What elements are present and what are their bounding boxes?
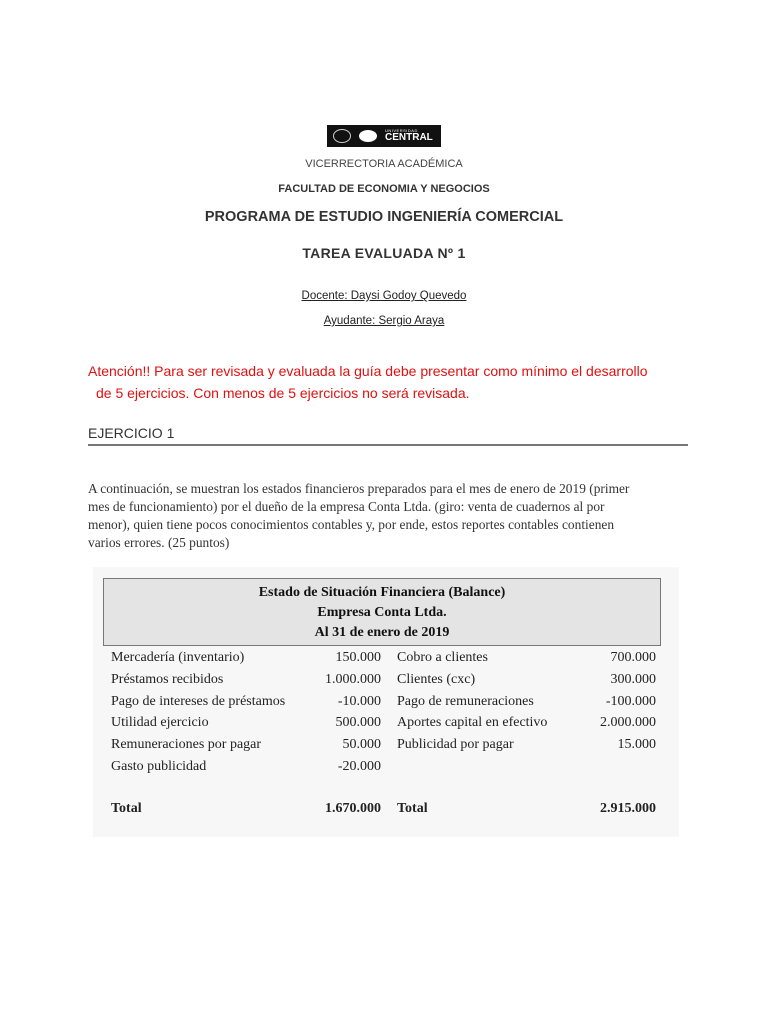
right-item-label: Publicidad por pagar <box>397 737 514 752</box>
teacher-name: Docente: Daysi Godoy Quevedo <box>301 290 467 302</box>
left-item-value: 1.000.000 <box>325 672 381 687</box>
right-item-label: Clientes (cxc) <box>397 672 476 687</box>
exercise-intro <box>88 480 688 552</box>
assistant-line <box>0 315 768 327</box>
intro-line: menor), quien tiene pocos conocimientos contables y, por ende, estos reportes contables contienen <box>88 517 615 532</box>
balance-sheet-title: Estado de Situación Financiera (Balance) <box>258 585 506 600</box>
left-total-value: 1.670.000 <box>325 801 381 816</box>
left-item-label: Pago de intereses de préstamos <box>111 694 286 709</box>
left-item-label: Préstamos recibidos <box>111 672 224 687</box>
right-item-value: 15.000 <box>617 737 656 752</box>
exercise-title: EJERCICIO 1 <box>88 425 175 441</box>
attention-notice <box>88 360 688 404</box>
attention-line-1: Atención!! Para ser revisada y evaluada la guía debe presentar como mínimo el desarrollo <box>88 363 648 379</box>
right-total-label: Total <box>397 801 428 816</box>
balance-date: Al 31 de enero de 2019 <box>314 625 450 640</box>
attention-line-2: de 5 ejercicios. Con menos de 5 ejercicios no será revisada. <box>96 385 470 401</box>
left-item-label: Remuneraciones por pagar <box>111 737 262 752</box>
right-item-value: -100.000 <box>605 694 656 709</box>
logo-text <box>385 129 433 143</box>
logo-big-text: CENTRAL <box>385 132 433 143</box>
right-item-value: 700.000 <box>610 650 656 665</box>
left-item-label: Mercadería (inventario) <box>111 650 245 665</box>
assignment-title: TAREA EVALUADA Nº 1 <box>302 245 466 261</box>
balance-sheet-header <box>103 578 661 646</box>
vice-rectory-heading: VICERRECTORIA ACADÉMICA <box>305 158 463 170</box>
assistant-name: Ayudante: Sergio Araya <box>323 315 445 327</box>
teacher-line <box>0 290 768 302</box>
intro-line: A continuación, se muestran los estados financieros preparados para el mes de enero de 2019 (primer <box>88 481 630 496</box>
left-item-value: -10.000 <box>337 694 381 709</box>
right-item-label: Cobro a clientes <box>397 650 488 665</box>
program-heading: PROGRAMA DE ESTUDIO INGENIERÍA COMERCIAL <box>204 209 564 225</box>
left-item-value: 500.000 <box>335 715 381 730</box>
left-item-value: -20.000 <box>337 759 381 774</box>
right-total-value: 2.915.000 <box>600 801 656 816</box>
university-logo <box>327 125 441 147</box>
right-item-label: Pago de remuneraciones <box>397 694 534 709</box>
left-item-value: 150.000 <box>335 650 381 665</box>
section-divider <box>88 444 688 446</box>
left-item-label: Gasto publicidad <box>111 759 207 774</box>
right-item-label: Aportes capital en efectivo <box>397 715 548 730</box>
intro-line: mes de funcionamiento) por el dueño de la empresa Conta Ltda. (giro: venta de cuadernos al por <box>88 499 605 514</box>
oval-icon <box>359 130 377 142</box>
faculty-heading: FACULTAD DE ECONOMIA Y NEGOCIOS <box>278 183 490 195</box>
intro-line: varios errores. (25 puntos) <box>88 535 230 550</box>
seal-icon <box>333 129 351 143</box>
left-item-label: Utilidad ejercicio <box>111 715 209 730</box>
logo-small-text: UNIVERSIDAD <box>385 128 418 133</box>
company-name: Empresa Conta Ltda. <box>317 605 447 620</box>
right-item-value: 2.000.000 <box>600 715 656 730</box>
right-item-value: 300.000 <box>610 672 656 687</box>
left-item-value: 50.000 <box>342 737 381 752</box>
left-total-label: Total <box>111 801 142 816</box>
